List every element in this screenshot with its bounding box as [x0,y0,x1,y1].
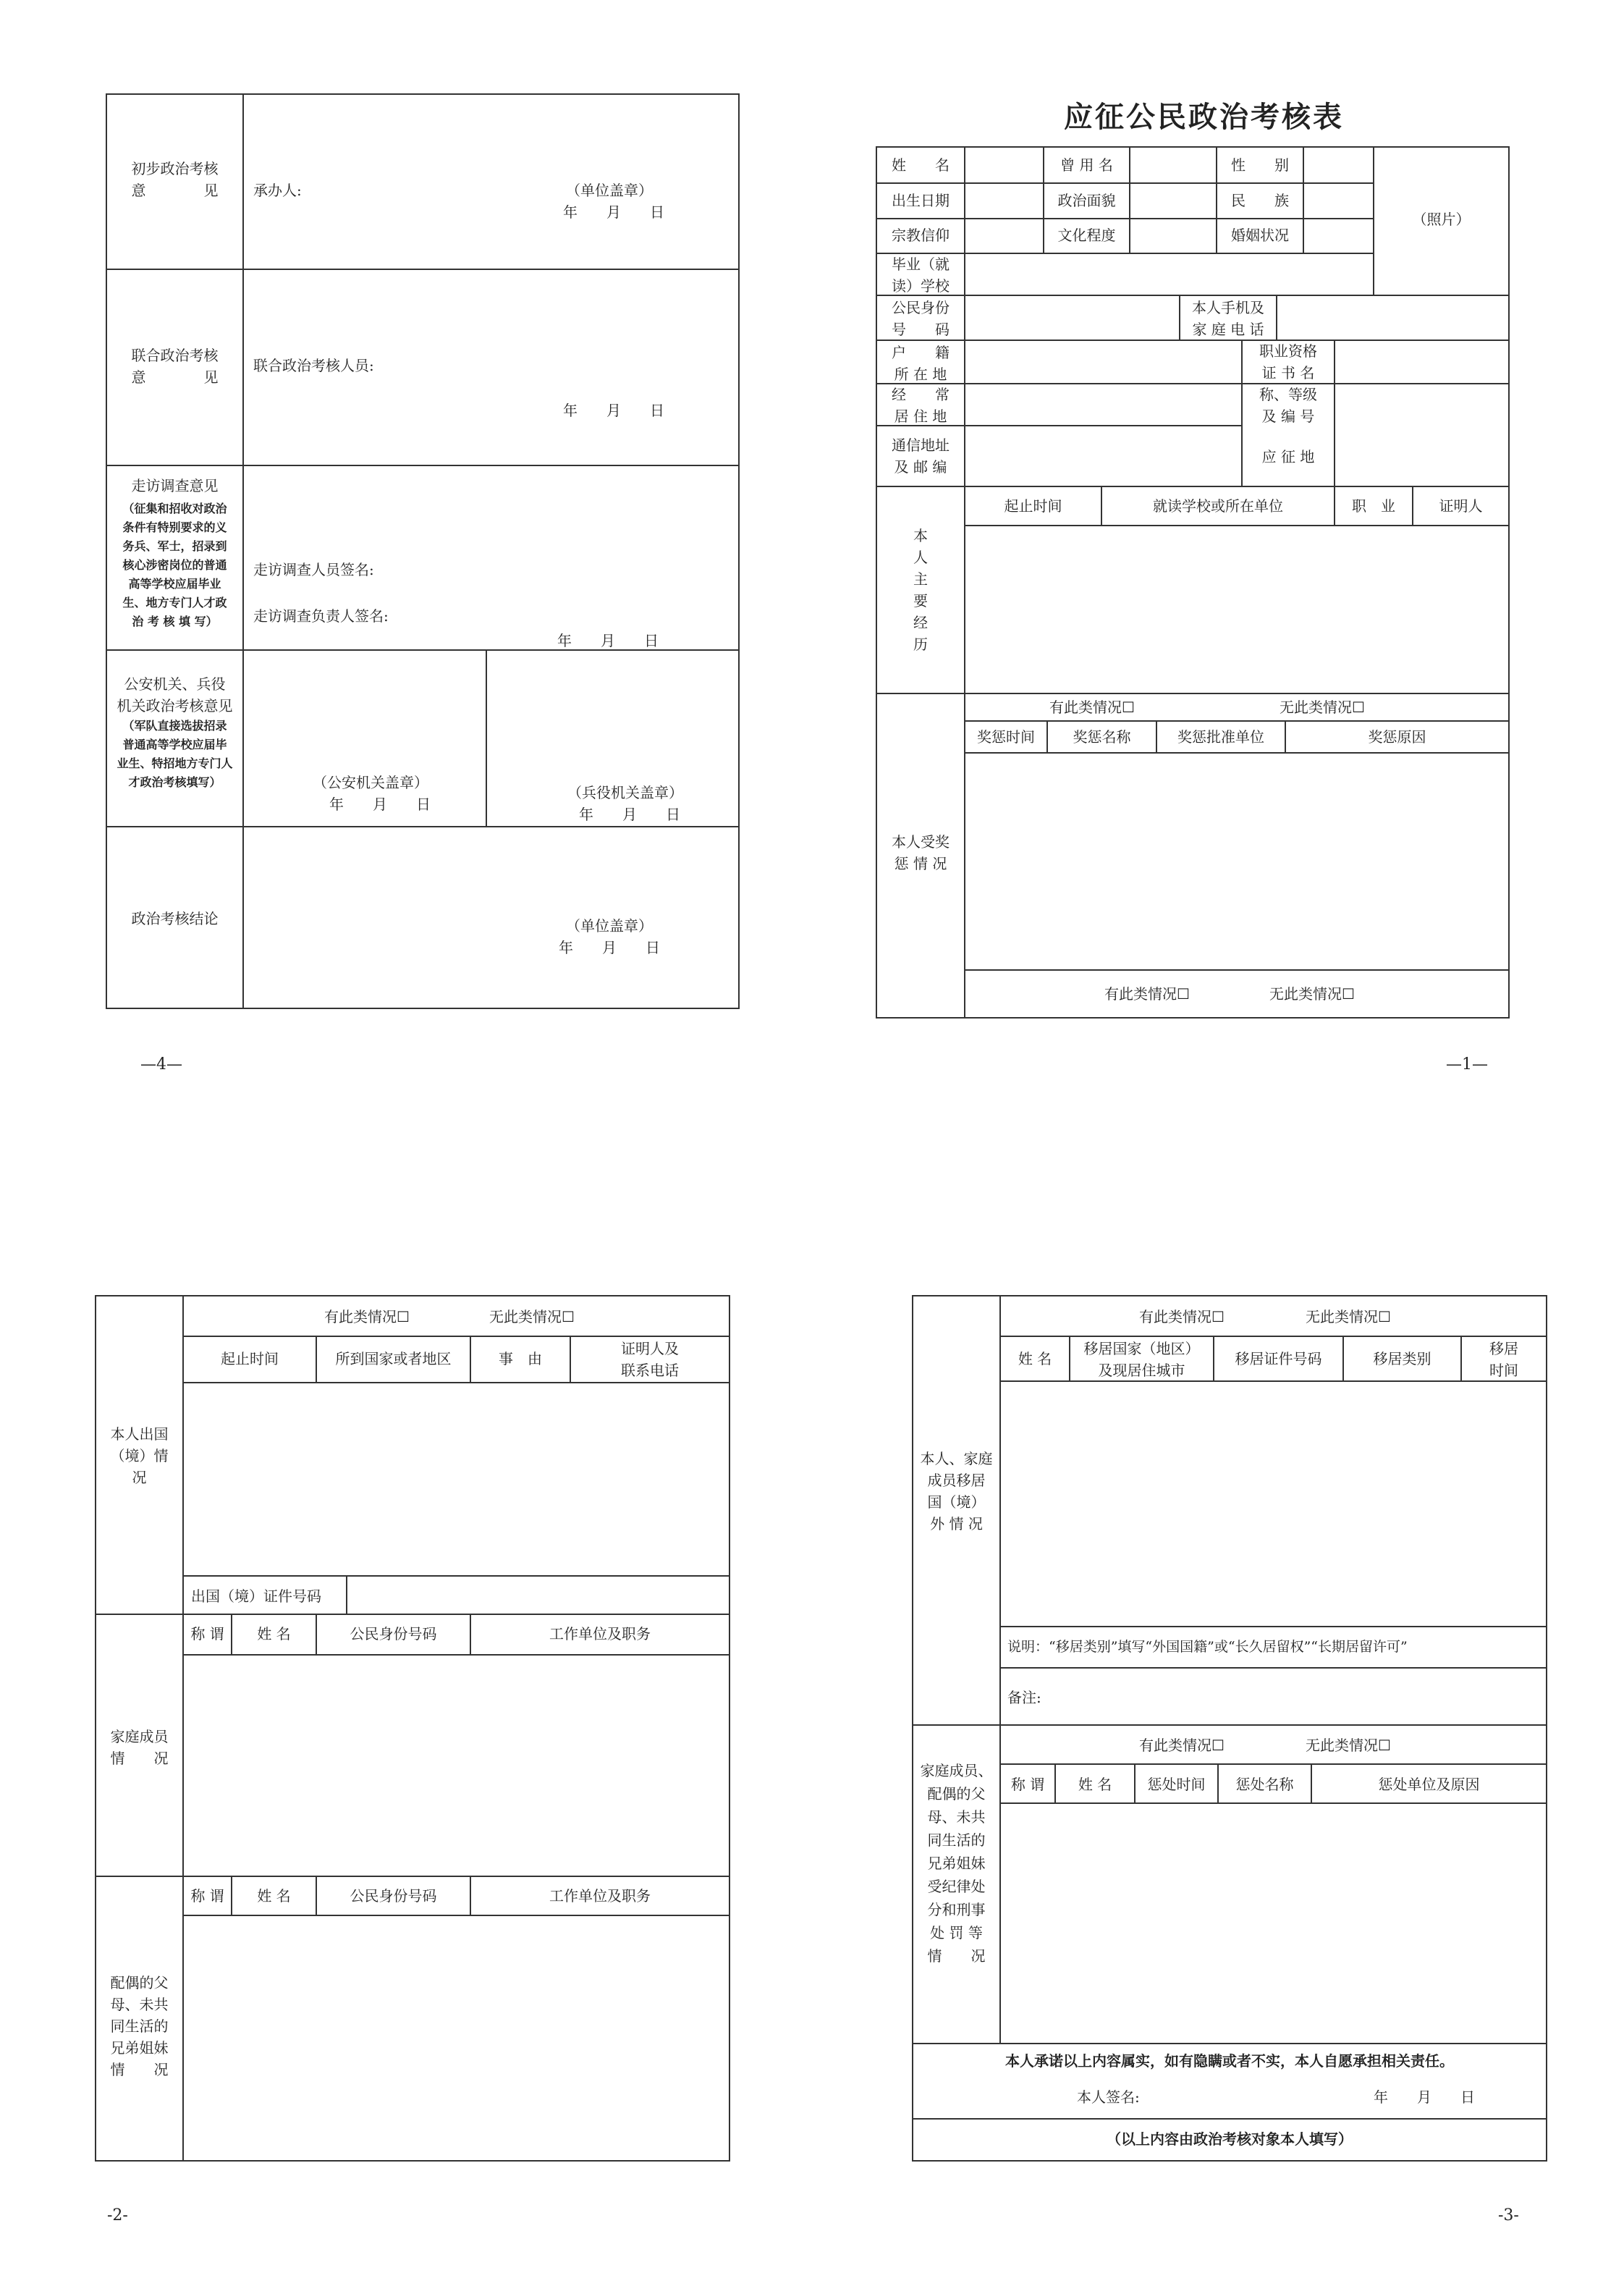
address-label: 通信地址 及 邮 编 [892,437,950,476]
hukou-label: 户 籍 所 在 地 [892,344,950,383]
page-number: —4— [140,1055,182,1074]
joint-reviewer-label: 联合政治考核人员: [253,357,374,374]
spouse-family-col-relation: 称 谓 [190,1887,224,1905]
resume-label: 本 人 主 要 经 历 [913,527,928,653]
spouse-family-col-name: 姓 名 [257,1887,291,1905]
has-case-checkbox[interactable]: 有此类情况☐ [1049,699,1135,716]
abroad-label: 本人出国 （境）情 况 [110,1425,169,1486]
date-label: 年 月 日 [1374,2088,1475,2106]
spouse-family-col-id-number: 公民身份号码 [350,1887,437,1905]
self-fill-note: （以上内容由政治考核对象本人填写） [1107,2130,1353,2148]
migrate-col-country-city: 移居国家（地区） 及现居住城市 [1083,1340,1200,1379]
date-label: 年 月 日 [329,796,431,813]
spouse-family-col-employer: 工作单位及职务 [549,1887,651,1905]
police-seal-label: （公安机关盖章） [313,774,428,791]
passport-number-label: 出国（境）证件号码 [191,1587,321,1605]
resume-col-occupation: 职 业 [1352,497,1395,515]
joint-review-label: 联合政治考核 意 见 [131,347,219,386]
police-military-review-label: 公安机关、兵役 机关政治考核意见 [117,675,233,714]
resume-col-period: 起止时间 [1004,497,1062,515]
family-col-id-number: 公民身份号码 [350,1625,437,1643]
date-label: 年 月 日 [557,632,659,649]
visit-survey-note: （征集和招收对政治 条件有特别要求的义 务兵、军士，招录到 核心涉密岗位的普通 高等学校应届毕业 生、地方专门人才政 治 考 核 填 写） [122,502,227,628]
abroad-col-reason: 事 由 [499,1350,542,1367]
page-number: -3- [1498,2206,1519,2225]
no-case-checkbox[interactable]: 无此类情况☐ [1269,985,1355,1003]
form-title: 应征公民政治考核表 [1064,100,1344,134]
remark-label: 备注: [1007,1689,1041,1706]
date-label: 年 月 日 [563,402,664,419]
has-case-checkbox[interactable]: 有此类情况☐ [1104,985,1190,1003]
no-case-checkbox[interactable]: 无此类情况☐ [1280,699,1365,716]
migration-type-note: 说明：“移居类别”填写“外国国籍”或“长久居留权”“长期居留许可” [1007,1639,1408,1655]
political-status-label: 政治面貌 [1057,192,1116,209]
migrate-col-name: 姓 名 [1018,1350,1052,1367]
conscription-place-label: 应 征 地 [1261,448,1315,465]
family-col-relation: 称 谓 [190,1625,224,1643]
signature-label: 本人签名: [1077,2088,1140,2106]
reward-col-reason: 奖惩原因 [1368,728,1426,746]
commitment-statement: 本人承诺以上内容属实，如有隐瞒或者不实，本人自愿承担相关责任。 [1005,2052,1454,2070]
unit-seal-label: （单位盖章） [566,182,653,199]
gender-label: 性 别 [1231,156,1289,174]
family-col-name: 姓 名 [257,1625,291,1643]
initial-review-label: 初步政治考核 意 见 [131,160,219,199]
discipline-label: 家庭成员、 配偶的父 母、未共 同生活的 兄弟姐妹 受纪律处 分和刑事 处 罚 等 情 况 [920,1762,993,1965]
discipline-col-name-of-penalty: 惩处名称 [1235,1776,1294,1793]
former-name-label: 曾 用 名 [1060,156,1113,174]
abroad-col-witness-phone: 证明人及 联系电话 [621,1340,679,1379]
page-number: -2- [107,2206,128,2225]
reward-col-approver: 奖惩批准单位 [1177,728,1264,746]
police-military-review-note: （军队直接选拔招录 普通高等学校应届毕 业生、特招地方专门人 才政治考核填写） [117,719,233,789]
spouse-family-label: 配偶的父 母、未共 同生活的 兄弟姐妹 情 况 [110,1974,169,2078]
family-col-employer: 工作单位及职务 [549,1625,651,1643]
migrate-col-cert-number: 移居证件号码 [1235,1350,1322,1367]
reward-col-name: 奖惩名称 [1073,728,1131,746]
no-case-checkbox[interactable]: 无此类情况☐ [1306,1737,1391,1754]
date-label: 年 月 日 [579,806,680,823]
visitor-signature-label: 走访调查人员签名: [253,561,374,578]
family-members-label: 家庭成员 情 况 [110,1728,169,1767]
date-label: 年 月 日 [559,939,660,956]
survey-lead-signature-label: 走访调查负责人签名: [253,607,389,625]
discipline-col-relation: 称 谓 [1010,1776,1045,1793]
visit-survey-label: 走访调查意见 [131,477,219,494]
military-seal-label: （兵役机关盖章） [567,784,683,801]
has-case-checkbox[interactable]: 有此类情况☐ [324,1308,410,1325]
discipline-col-unit-reason: 惩处单位及原因 [1378,1776,1480,1793]
residence-label: 经 常 居 住 地 [892,386,950,425]
abroad-col-period: 起止时间 [221,1350,279,1367]
discipline-col-name: 姓 名 [1078,1776,1112,1793]
reward-col-time: 奖惩时间 [977,728,1035,746]
ethnic-label: 民 族 [1231,192,1289,209]
vocational-cert-label: 职业资格 证 书 名 称、等级 及 编 号 [1259,342,1317,425]
unit-seal-label: （单位盖章） [566,917,653,935]
religion-label: 宗教信仰 [892,227,950,244]
resume-col-witness: 证明人 [1439,497,1483,515]
migrate-col-time: 移居 时间 [1489,1340,1518,1379]
no-case-checkbox[interactable]: 无此类情况☐ [1306,1308,1391,1325]
education-label: 文化程度 [1057,227,1116,244]
conclusion-label: 政治考核结论 [131,910,219,927]
has-case-checkbox[interactable]: 有此类情况☐ [1139,1737,1225,1754]
birth-date-label: 出生日期 [892,192,950,209]
abroad-col-destination: 所到国家或者地区 [335,1350,452,1367]
resume-col-school-or-unit: 就读学校或所在单位 [1153,497,1283,515]
reward-punishment-label: 本人受奖 惩 情 况 [892,833,950,872]
school-label: 毕业（就 读）学校 [892,256,950,295]
date-label: 年 月 日 [563,203,664,221]
has-case-checkbox[interactable]: 有此类情况☐ [1139,1308,1225,1325]
migrate-col-type: 移居类别 [1373,1350,1431,1367]
no-case-checkbox[interactable]: 无此类情况☐ [489,1308,575,1325]
phone-label: 本人手机及 家 庭 电 话 [1192,299,1264,338]
page-number: —1— [1446,1055,1488,1074]
name-label: 姓 名 [892,156,950,174]
migration-label: 本人、家庭 成员移居 国（境） 外 情 况 [920,1450,993,1532]
id-number-label: 公民身份 号 码 [892,299,950,338]
handler-label: 承办人: [253,182,302,199]
discipline-col-time: 惩处时间 [1147,1776,1206,1793]
photo-placeholder: （照片） [1412,211,1471,228]
marital-status-label: 婚姻状况 [1231,227,1289,244]
